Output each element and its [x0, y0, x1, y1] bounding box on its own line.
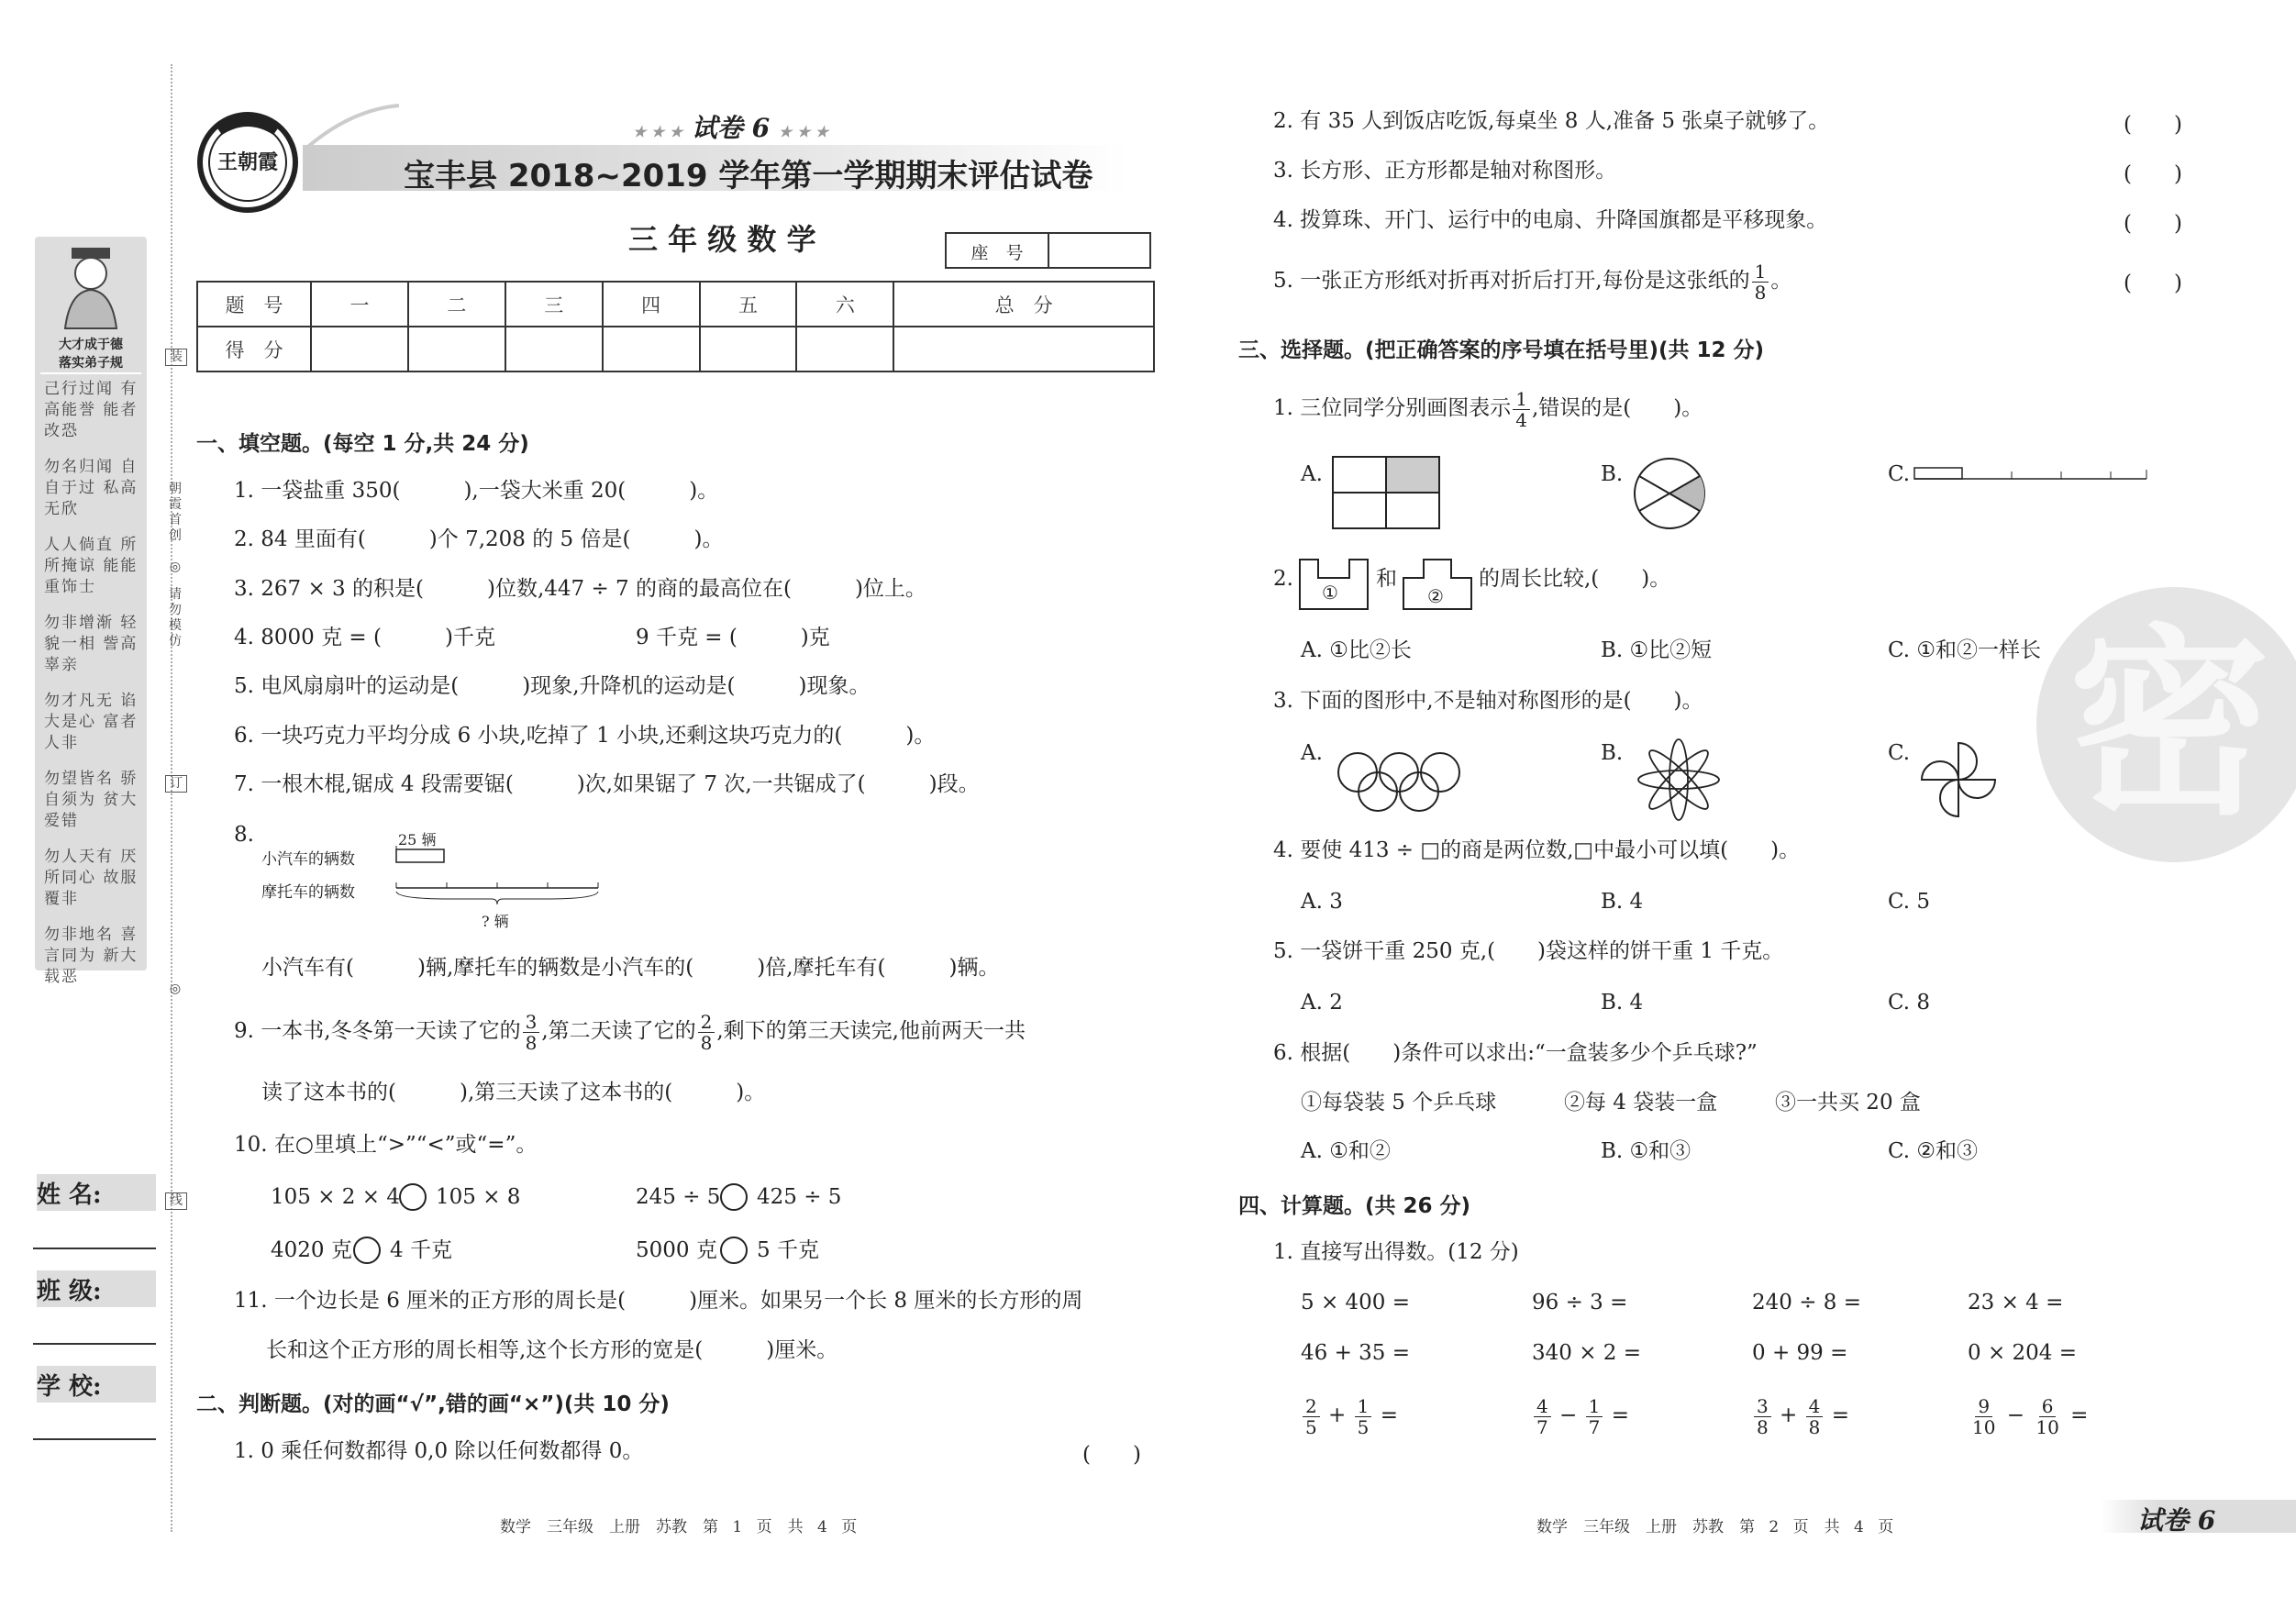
score-cell[interactable] [700, 327, 797, 372]
numerator: 1 [1355, 1396, 1372, 1417]
question-3-4: 4. 要使 413 ÷ □的商是两位数,□中最小可以填( )。 [1273, 838, 1801, 862]
question-1-8-number: 8. [234, 823, 254, 847]
calc-item[interactable]: 5 × 400 = [1301, 1291, 1411, 1314]
motto-1: 大才成于德 [59, 338, 123, 352]
exam-title: 宝丰县 2018~2019 学年第一学期期末评估试卷 [404, 158, 1093, 194]
verse-block: 勿才凡无 谄大是心 富者人非 [44, 692, 139, 752]
series-text: 试卷 6 [691, 113, 771, 143]
fraction [1355, 1396, 1372, 1437]
q10-a-right: 105 × 8 [436, 1185, 521, 1209]
q9-part-b: ,第二天读了它的 [541, 1019, 696, 1043]
fraction [1754, 1396, 1771, 1437]
score-header-cell: 题 号 [197, 282, 311, 327]
name-label: 姓 名: [37, 1181, 102, 1209]
denominator: 7 [1588, 1415, 1601, 1438]
binding-line-2: 请勿模仿 [169, 587, 182, 649]
question-1-1: 1. 一袋盐重 350( ),一袋大米重 20( )。 [234, 479, 719, 503]
fraction [2033, 1396, 2061, 1437]
page-border-line [171, 64, 172, 1532]
shape-2-figure [1402, 558, 1475, 613]
numerator: 4 [1534, 1396, 1551, 1417]
compare-circle-c[interactable] [353, 1237, 381, 1264]
shape-1-label: ① [1322, 582, 1338, 604]
shape-2-label: ② [1427, 585, 1444, 607]
q9-part-c: ,剩下的第三天读完,他前两天一共 [716, 1019, 1026, 1043]
q10-b-left: 245 ÷ 5 [636, 1185, 721, 1209]
question-3-6: 6. 根据( )条件可以求出:“一盒装多少个乒乓球?” [1273, 1041, 1758, 1065]
fraction [1586, 1396, 1603, 1437]
watermark-text: 密 [2069, 607, 2271, 842]
score-cell[interactable] [505, 327, 603, 372]
numerator: 1 [1586, 1396, 1603, 1417]
shape-1-figure [1298, 558, 1371, 613]
question-3-1 [1273, 385, 1703, 431]
ribbon-flourish [303, 101, 404, 156]
fraction [1303, 1396, 1320, 1437]
verse-block: 勿人天有 厌所同心 故服覆非 [44, 848, 139, 908]
question-2-2: 2. 有 35 人到饭店吃饭,每桌坐 8 人,准备 5 张桌子就够了。 [1273, 109, 1830, 133]
question-1-6: 6. 一块巧克力平均分成 6 小块,吃掉了 1 小块,还剩这块巧克力的( )。 [234, 724, 936, 748]
option-b[interactable]: B. 4 [1601, 890, 1644, 914]
fraction [1806, 1396, 1824, 1437]
pinwheel-figure[interactable] [1917, 738, 2000, 821]
question-2-4: 4. 拨算珠、开门、运行中的电扇、升降国旗都是平移现象。 [1273, 208, 1828, 232]
calc-item[interactable]: 240 ÷ 8 = [1752, 1291, 1862, 1314]
option-c[interactable]: C. ②和③ [1888, 1139, 1979, 1163]
numerator: 3 [1754, 1396, 1771, 1417]
operator: + [1780, 1403, 1798, 1427]
q10-c-right: 4 千克 [390, 1238, 452, 1262]
option-b[interactable]: B. ①和③ [1601, 1139, 1691, 1163]
q10-b-right: 425 ÷ 5 [757, 1185, 842, 1209]
fraction-calc-item[interactable] [1301, 1392, 1398, 1438]
q8-line-diagram [394, 844, 605, 917]
question-1-2: 2. 84 里面有( )个 7,208 的 5 倍是( )。 [234, 527, 724, 551]
question-1-11-line2: 长和这个正方形的周长相等,这个长方形的宽是( )厘米。 [266, 1338, 838, 1362]
motto-2: 落实弟子规 [59, 356, 123, 371]
q8-moto-value: ? 辆 [482, 913, 509, 930]
question-1-5: 5. 电风扇扇叶的运动是( )现象,升降机的运动是( )现象。 [234, 674, 871, 698]
option-c[interactable]: C. 5 [1888, 890, 1931, 914]
denominator: 5 [1305, 1415, 1317, 1438]
fraction [1752, 261, 1769, 303]
question-1-4a: 4. 8000 克 = ( )千克 [234, 626, 495, 649]
compare-circle-b[interactable] [720, 1183, 748, 1211]
numerator: 3 [523, 1012, 540, 1033]
score-cell[interactable] [311, 327, 408, 372]
calc-item[interactable]: 340 × 2 = [1532, 1341, 1642, 1365]
equals-sign: = [1831, 1403, 1849, 1427]
denominator: 4 [1515, 408, 1527, 431]
question-2-3: 3. 长方形、正方形都是轴对称图形。 [1273, 159, 1617, 183]
olympic-rings-figure[interactable] [1335, 750, 1463, 815]
circle-figure[interactable] [1628, 456, 1711, 531]
option-label-c[interactable]: C. [1888, 741, 1911, 765]
question-4-1: 1. 直接写出得数。(12 分) [1273, 1240, 1519, 1264]
compare-circle-d[interactable] [720, 1237, 748, 1264]
verse-block: 己行过闻 有高能誉 能者改恐 [44, 380, 139, 440]
numerator: 2 [1303, 1396, 1320, 1417]
score-header-cell: 四 [603, 282, 700, 327]
compare-circle-a[interactable] [399, 1183, 427, 1211]
question-1-3: 3. 267 × 3 的积是( )位数,447 ÷ 7 的商的最高位在( )位上。 [234, 577, 926, 601]
score-row-label: 得 分 [197, 327, 311, 372]
option-a[interactable]: A. 2 [1301, 991, 1343, 1015]
motto-divider [40, 372, 141, 374]
exam-subtitle: 三 年 级 数 学 [628, 222, 816, 257]
score-table [196, 281, 1155, 372]
verse-block: 人人倘直 所所掩谅 能能重饰士 [44, 536, 139, 596]
binding-seal-mid: 订 [165, 775, 187, 793]
section-3-title: 三、选择题。(把正确答案的序号填在括号里)(共 12 分) [1238, 338, 1765, 362]
option-label-a[interactable]: A. [1301, 741, 1323, 765]
fraction-calc-item[interactable] [1968, 1392, 2088, 1438]
calc-item[interactable]: 96 ÷ 3 = [1532, 1291, 1628, 1314]
equals-sign: = [1380, 1403, 1398, 1427]
question-3-5: 5. 一袋饼干重 250 克,( )袋这样的饼干重 1 千克。 [1273, 939, 1784, 963]
fraction [1969, 1396, 1998, 1437]
section-4-title: 四、计算题。(共 26 分) [1238, 1194, 1471, 1218]
school-field[interactable] [33, 1438, 156, 1440]
q2-5-end: 。 [1770, 269, 1792, 293]
numerator: 9 [1975, 1396, 1992, 1417]
score-cell[interactable] [893, 327, 1154, 372]
option-b[interactable]: B. 4 [1601, 991, 1644, 1015]
option-c[interactable]: C. ①和②一样长 [1888, 638, 2042, 662]
section-1-title: 一、填空题。(每空 1 分,共 24 分) [196, 432, 529, 456]
fraction [523, 1012, 540, 1053]
class-field[interactable] [33, 1343, 156, 1345]
denominator: 10 [1972, 1415, 1996, 1438]
fraction [698, 1012, 715, 1053]
binding-seal-bot: 线 [165, 1192, 187, 1210]
flower-figure[interactable] [1633, 734, 1725, 826]
score-value-row [197, 327, 1154, 372]
score-cell[interactable] [796, 327, 893, 372]
calc-item[interactable]: 0 × 204 = [1968, 1341, 2078, 1365]
calc-item[interactable]: 0 + 99 = [1752, 1341, 1848, 1365]
sidebar-panel [35, 237, 147, 986]
logo-text: 王朝霞 [216, 150, 278, 174]
fraction-calc-item[interactable] [1752, 1392, 1849, 1438]
answer-paren[interactable]: ( ) [2124, 212, 2182, 236]
q8-car-label: 小汽车的辆数 [261, 850, 355, 869]
score-header-cell: 六 [796, 282, 893, 327]
binding-bullet: ◎ [169, 981, 182, 996]
option-label-c[interactable]: C. [1888, 462, 1911, 486]
question-1-7: 7. 一根木棍,锯成 4 段需要锯( )次,如果锯了 7 次,一共锯成了( )段。 [234, 772, 980, 796]
school-label: 学 校: [37, 1373, 102, 1401]
verse-block: 勿名归闻 自自于过 私高无欣 [44, 458, 139, 518]
condition-3: ③一共买 20 盒 [1775, 1091, 1921, 1115]
score-header-cell: 二 [408, 282, 505, 327]
name-field[interactable] [33, 1248, 156, 1249]
question-1-8-text: 小汽车有( )辆,摩托车的辆数是小汽车的( )倍,摩托车有( )辆。 [261, 956, 1000, 980]
score-cell[interactable] [408, 327, 505, 372]
binding-bullet: ◎ [169, 560, 182, 574]
denominator: 8 [1754, 281, 1767, 304]
binding-seal-top: 装 [165, 349, 187, 366]
calc-item[interactable]: 46 + 35 = [1301, 1341, 1411, 1365]
score-header-cell: 一 [311, 282, 408, 327]
question-1-9-line2: 读了这本书的( ),第三天读了这本书的( )。 [261, 1081, 766, 1104]
denominator: 10 [2035, 1415, 2059, 1438]
numerator: 4 [1806, 1396, 1824, 1417]
q8-moto-label: 摩托车的辆数 [261, 883, 355, 902]
denominator: 8 [1808, 1415, 1821, 1438]
question-1-4b: 9 千克 = ( )克 [636, 626, 830, 649]
footer-left: 数学 三年级 上册 苏教 第 1 页 共 4 页 [500, 1518, 858, 1536]
q8-car-value: 25 辆 [398, 831, 437, 848]
score-header-cell: 三 [505, 282, 603, 327]
numerator: 1 [1752, 261, 1769, 283]
seat-box [945, 232, 1151, 269]
q9-part-a: 9. 一本书,冬冬第一天读了它的 [234, 1019, 521, 1043]
equals-sign: = [1611, 1403, 1629, 1427]
score-header-row [197, 282, 1154, 327]
verse-block: 勿非地名 喜言同为 新大载恶 [44, 926, 139, 986]
q10-d-left: 5000 克 [636, 1238, 717, 1262]
question-1-11-line1: 11. 一个边长是 6 厘米的正方形的周长是( )厘米。如果另一个长 8 厘米的长方形的周 [234, 1289, 1083, 1313]
question-1-9-line1 [234, 1009, 1026, 1053]
seat-label: 座 号 [971, 243, 1024, 263]
q10-c-left: 4020 克 [271, 1238, 352, 1262]
section-2-title: 二、判断题。(对的画“√”,错的画“×”)(共 10 分) [196, 1392, 670, 1416]
question-2-5 [1273, 259, 1791, 303]
question-3-3: 3. 下面的图形中,不是轴对称图形的是( )。 [1273, 689, 1703, 713]
binding-line-1: 朝霞首创 [169, 482, 182, 543]
class-label: 班 级: [37, 1278, 102, 1305]
option-label-b[interactable]: B. [1601, 462, 1624, 486]
denominator: 8 [700, 1031, 713, 1054]
condition-2: ②每 4 袋装一盒 [1564, 1091, 1718, 1115]
line-segment-figure[interactable] [1913, 459, 2151, 486]
denominator: 8 [525, 1031, 538, 1054]
equals-sign: = [2070, 1403, 2089, 1427]
question-2-1: 1. 0 乘任何数都得 0,0 除以任何数都得 0。 [234, 1439, 644, 1463]
footer-right: 数学 三年级 上册 苏教 第 2 页 共 4 页 [1536, 1518, 1894, 1536]
answer-paren[interactable]: ( ) [2124, 272, 2182, 295]
numerator: 1 [1513, 389, 1530, 410]
operator: − [2006, 1403, 2025, 1427]
verse-block: 勿非增渐 轻貌一相 訾高辜亲 [44, 614, 139, 674]
q3-1-text: 1. 三位同学分别画图表示 [1273, 396, 1512, 420]
series-label: ★ ★ ★ 试卷 6 ★ ★ ★ [633, 113, 829, 143]
answer-paren[interactable]: ( ) [2124, 162, 2182, 186]
grid-figure[interactable] [1332, 456, 1442, 531]
q3-1-end: ,错误的是( )。 [1532, 396, 1703, 420]
question-3-2-number: 2. [1273, 567, 1293, 591]
q10-d-right: 5 千克 [757, 1238, 819, 1262]
fraction-calc-item[interactable] [1532, 1392, 1629, 1438]
denominator: 7 [1536, 1415, 1548, 1438]
score-header-cell: 总 分 [893, 282, 1154, 327]
seat-input[interactable] [1049, 234, 1149, 267]
publisher-logo [193, 105, 303, 216]
footer-tag: 试卷 6 [2137, 1505, 2216, 1536]
scholar-illustration [51, 246, 130, 330]
verse-block: 勿望皆名 骄自须为 贫大爱错 [44, 770, 139, 830]
option-a[interactable]: A. ①比②长 [1301, 638, 1412, 662]
condition-1: ①每袋装 5 个乒乓球 [1301, 1091, 1497, 1115]
option-a[interactable]: A. ①和② [1301, 1139, 1391, 1163]
score-header-cell: 五 [700, 282, 797, 327]
denominator: 8 [1757, 1415, 1769, 1438]
answer-paren[interactable]: ( ) [2124, 113, 2182, 137]
q2-5-text: 5. 一张正方形纸对折再对折后打开,每份是这张纸的 [1273, 269, 1750, 293]
option-b[interactable]: B. ①比②短 [1601, 638, 1713, 662]
fraction [1513, 389, 1530, 430]
option-a[interactable]: A. 3 [1301, 890, 1343, 914]
option-c[interactable]: C. 8 [1888, 991, 1931, 1015]
q3-2-end: 的周长比较,( )。 [1479, 567, 1671, 591]
calc-item[interactable]: 23 × 4 = [1968, 1291, 2064, 1314]
numerator: 6 [2039, 1396, 2057, 1417]
q3-2-and: 和 [1376, 567, 1397, 591]
q10-a-left: 105 × 2 × 4 [271, 1185, 400, 1209]
denominator: 5 [1357, 1415, 1370, 1438]
answer-paren[interactable]: ( ) [1082, 1443, 1141, 1467]
numerator: 2 [698, 1012, 715, 1033]
operator: + [1328, 1403, 1347, 1427]
option-label-a[interactable]: A. [1301, 462, 1323, 486]
score-cell[interactable] [603, 327, 700, 372]
question-1-10: 10. 在○里填上“>”“<”或“=”。 [234, 1133, 538, 1157]
fraction [1534, 1396, 1551, 1437]
option-label-b[interactable]: B. [1601, 741, 1624, 765]
operator: − [1559, 1403, 1578, 1427]
